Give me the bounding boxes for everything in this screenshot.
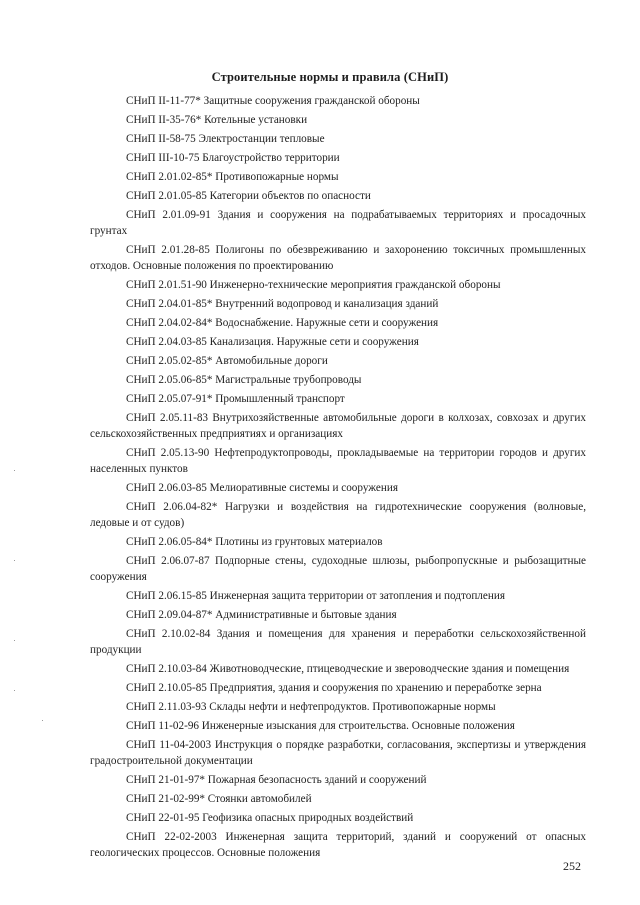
list-item: СНиП 2.10.02-84 Здания и помещения для хранения и переработки сельскохозяйственной продукции — [90, 628, 586, 656]
list-item: СНиП 2.01.05-85 Категории объектов по опасности — [126, 190, 371, 202]
list-item: СНиП 22-02-2003 Инженерная защита территорий, зданий и сооружений от опасных геологических процессов. Основные положения — [90, 831, 586, 859]
list-item: СНиП 2.01.09-91 Здания и сооружения на подрабатываемых территориях и просадочных грунтах — [90, 209, 586, 237]
list-item: СНиП 2.06.15-85 Инженерная защита территории от затопления и подтопления — [126, 590, 505, 602]
list-item: СНиП 21-01-97* Пожарная безопасность зданий и сооружений — [126, 774, 427, 786]
list-item: СНиП 2.11.03-93 Склады нефти и нефтепродуктов. Противопожарные нормы — [126, 701, 496, 713]
list-item: СНиП 2.04.01-85* Внутренний водопровод и канализация зданий — [126, 298, 439, 310]
list-item: СНиП II-35-76* Котельные установки — [126, 114, 308, 126]
list-item: СНиП 2.06.07-87 Подпорные стены, судоходные шлюзы, рыбопропускные и рыбозащитные сооружения — [90, 555, 586, 583]
list-item: СНиП II-58-75 Электростанции тепловые — [126, 133, 325, 145]
list-item: СНиП 2.06.04-82* Нагрузки и воздействия на гидротехнические сооружения (волновые, ледовые и от судов) — [90, 501, 586, 529]
list-item: СНиП 2.04.02-84* Водоснабжение. Наружные сети и сооружения — [126, 317, 439, 329]
scan-speck — [14, 690, 15, 691]
snip-list — [90, 93, 586, 864]
list-item: СНиП 2.10.05-85 Предприятия, здания и сооружения по хранению и переработке зерна — [126, 682, 542, 694]
list-item: СНиП 2.05.06-85* Магистральные трубопроводы — [126, 374, 362, 386]
list-item: СНиП 21-02-99* Стоянки автомобилей — [126, 793, 312, 805]
list-item: СНиП 2.06.05-84* Плотины из грунтовых материалов — [126, 536, 383, 548]
list-item: СНиП 2.10.03-84 Животноводческие, птицеводческие и звероводческие здания и помещения — [126, 663, 570, 675]
list-item: СНиП 2.09.04-87* Административные и бытовые здания — [126, 609, 397, 621]
list-item: СНиП 2.05.07-91* Промышленный транспорт — [126, 393, 345, 405]
page-heading: Строительные нормы и правила (СНиП) — [211, 70, 449, 84]
list-item: СНиП 2.05.11-83 Внутрихозяйственные автомобильные дороги в колхозах, совхозах и других сельскохозяйственных предприятиях и организациях — [90, 412, 586, 440]
list-item: СНиП 11-04-2003 Инструкция о порядке разработки, согласования, экспертизы и утверждения градостроительной документации — [90, 739, 586, 767]
list-item: СНиП 2.01.28-85 Полигоны по обезвреживанию и захоронению токсичных промышленных отходов. Основные положения по проектированию — [90, 244, 586, 272]
scan-speck — [14, 470, 15, 471]
list-item: СНиП 2.05.02-85* Автомобильные дороги — [126, 355, 328, 367]
list-item: СНиП 11-02-96 Инженерные изыскания для строительства. Основные положения — [126, 720, 515, 732]
list-item: СНиП 2.05.13-90 Нефтепродуктопроводы, прокладываемые на территории городов и других населенных пунктов — [90, 447, 586, 475]
list-item: СНиП 2.01.02-85* Противопожарные нормы — [126, 171, 339, 183]
list-item: СНиП 2.04.03-85 Канализация. Наружные сети и сооружения — [126, 336, 419, 348]
scan-speck — [14, 640, 15, 641]
list-item: СНиП 2.06.03-85 Мелиоративные системы и сооружения — [126, 482, 398, 494]
list-item: СНиП 2.01.51-90 Инженерно-технические мероприятия гражданской обороны — [126, 279, 501, 291]
scan-speck — [42, 720, 43, 721]
page-number: 252 — [563, 859, 581, 873]
list-item: СНиП 22-01-95 Геофизика опасных природных воздействий — [126, 812, 414, 824]
list-item: СНиП II-11-77* Защитные сооружения гражданской обороны — [126, 95, 420, 107]
scan-speck — [14, 560, 15, 561]
list-item: СНиП III-10-75 Благоустройство территории — [126, 152, 340, 164]
